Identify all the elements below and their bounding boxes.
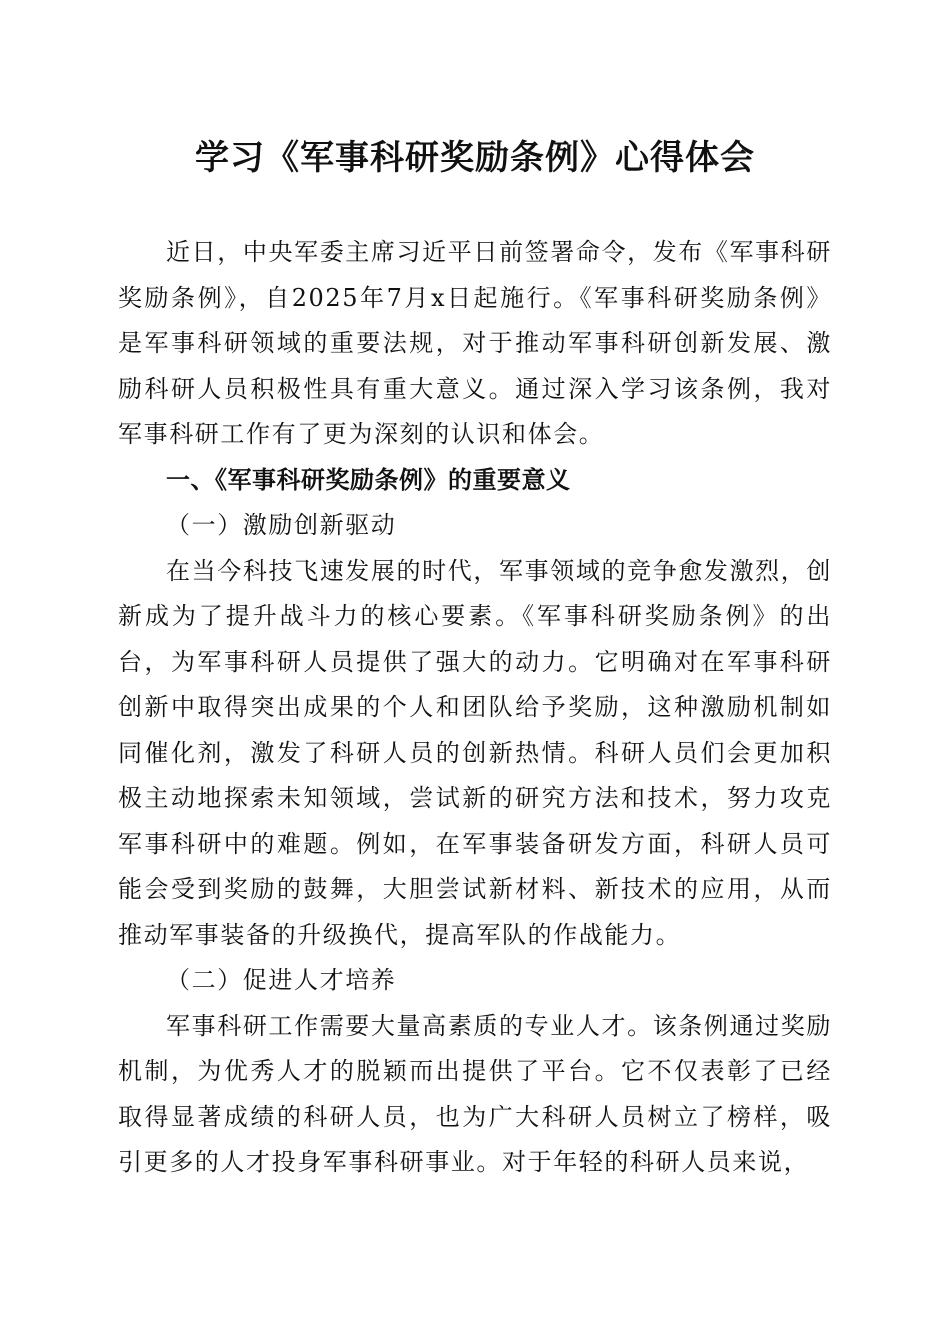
document-title: 学习《军事科研奖励条例》心得体会 — [195, 138, 755, 178]
subsection-paragraph-2: 军事科研工作需要大量高素质的专业人才。该条例通过奖励机制，为优秀人才的脱颖而出提供了平台。它不仅表彰了已经取得显著成绩的科研人员，也为广大科研人员树立了榜样，吸引更多的人才投身军事科研事业。对于年轻的科研人员来说， — [118, 1011, 832, 1176]
subsection-heading-1: （一）激励创新驱动 — [166, 511, 397, 539]
subsection-heading-2: （二）促进人才培养 — [166, 966, 397, 994]
intro-paragraph: 近日，中央军委主席习近平日前签署命令，发布《军事科研奖励条例》，自2025年7月x日起施行。《军事科研奖励条例》是军事科研领域的重要法规，对于推动军事科研创新发展、激励科研人员积极性具有重大意义。通过深入学习该条例，我对军事科研工作有了更为深刻的认识和体会。 — [118, 238, 832, 448]
subsection-paragraph-1: 在当今科技飞速发展的时代，军事领域的竞争愈发激烈，创新成为了提升战斗力的核心要素。《军事科研奖励条例》的出台，为军事科研人员提供了强大的动力。它明确对在军事科研创新中取得突出成果的个人和团队给予奖励，这种激励机制如同催化剂，激发了科研人员的创新热情。科研人员们会更加积极主动地探索未知领域，尝试新的研究方法和技术，努力攻克军事科研中的难题。例如，在军事装备研发方面，科研人员可能会受到奖励的鼓舞，大胆尝试新材料、新技术的应用，从而推动军事装备的升级换代，提高军队的作战能力。 — [118, 556, 832, 949]
section-heading-1: 一、《军事科研奖励条例》的重要意义 — [166, 465, 571, 494]
document-body — [118, 230, 832, 1186]
